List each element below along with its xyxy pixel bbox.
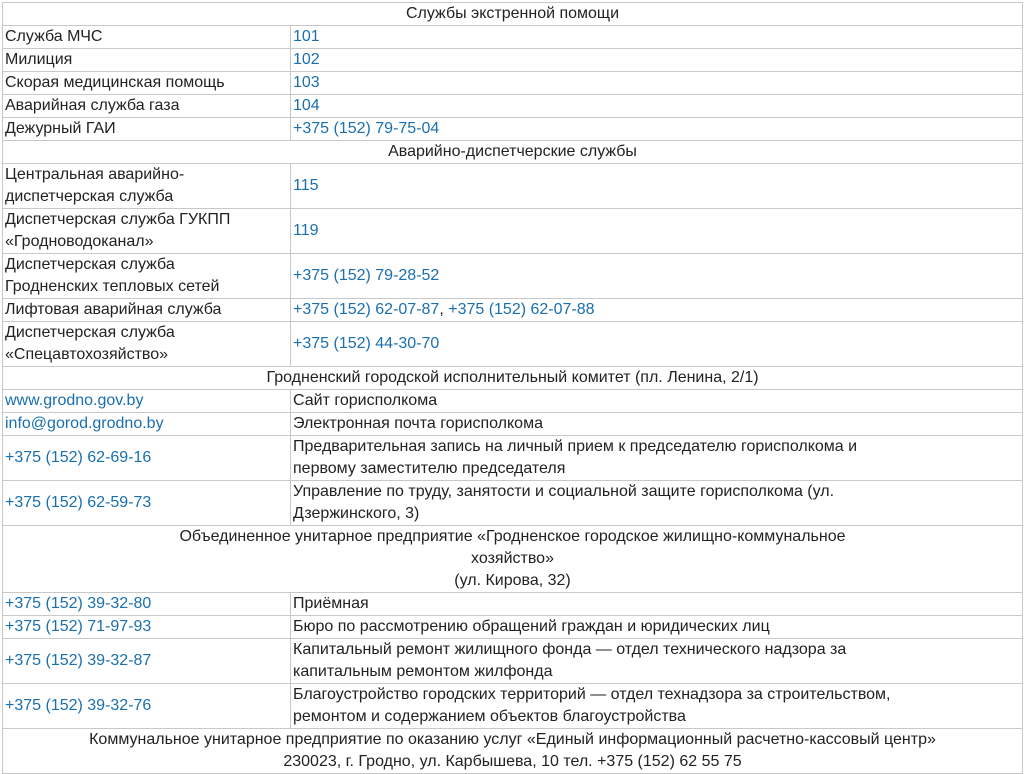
table-row (3, 390, 1023, 413)
contact-description: Бюро по рассмотрению обращений граждан и юридических лиц (291, 616, 1023, 639)
service-name: Диспетчерская служба «Спецавтохозяйство» (3, 322, 291, 367)
service-name: Аварийная служба газа (3, 95, 291, 118)
section-title: Коммунальное унитарное предприятие по оказанию услуг «Единый информационный расчетно-кассовый центр» 230023, г. Гродно, ул. Карбышева, 10 тел. +375 (152) 62 55 75 (3, 729, 1023, 774)
phone-link[interactable]: +375 (152) 62-07-88 (448, 301, 595, 318)
section-header-emergency (3, 3, 1023, 26)
phone-link[interactable]: 103 (293, 74, 320, 91)
phone-link[interactable]: +375 (152) 62-69-16 (5, 449, 152, 466)
table-row (3, 639, 1023, 684)
section-header-eirc (3, 729, 1023, 774)
table-row (3, 254, 1023, 299)
table-row (3, 72, 1023, 95)
table-row (3, 413, 1023, 436)
service-name: Диспетчерская служба Гродненских тепловых сетей (3, 254, 291, 299)
phone-link[interactable]: 101 (293, 28, 320, 45)
contact-description: Приёмная (291, 593, 1023, 616)
phone-link[interactable]: +375 (152) 71-97-93 (5, 618, 152, 635)
phone-link[interactable]: +375 (152) 39-32-80 (5, 595, 152, 612)
table-row (3, 481, 1023, 526)
contact-description: Капитальный ремонт жилищного фонда — отдел технического надзора за капитальным ремонтом жилфонда (291, 639, 1023, 684)
service-name: Центральная аварийно- диспетчерская служба (3, 164, 291, 209)
phone-link[interactable]: 115 (293, 177, 319, 194)
website-link[interactable]: www.grodno.gov.by (5, 392, 144, 409)
section-header-zhkh (3, 526, 1023, 593)
email-link[interactable]: info@gorod.grodno.by (5, 415, 164, 432)
phone-link[interactable]: +375 (152) 79-28-52 (293, 267, 440, 284)
phone-link[interactable]: +375 (152) 62-07-87 (293, 301, 440, 318)
service-name: Скорая медицинская помощь (3, 72, 291, 95)
table-row (3, 49, 1023, 72)
table-row (3, 322, 1023, 367)
service-name: Диспетчерская служба ГУКПП «Гродноводоканал» (3, 209, 291, 254)
table-row (3, 616, 1023, 639)
section-title: Объединенное унитарное предприятие «Гродненское городское жилищно-коммунальное хозяйство» (ул. Кирова, 32) (3, 526, 1023, 593)
phone-link[interactable]: 104 (293, 97, 320, 114)
table-row (3, 26, 1023, 49)
contact-description: Предварительная запись на личный прием к председателю горисполкома и первому заместителю председателя (291, 436, 1023, 481)
phone-link[interactable]: 119 (293, 222, 319, 239)
table-row: Лифтовая аварийная служба +375 (152) 62-07-87, +375 (152) 62-07-88 (3, 299, 1023, 322)
phone-link[interactable]: +375 (152) 79-75-04 (293, 120, 440, 137)
table-row (3, 209, 1023, 254)
contact-description: Электронная почта горисполкома (291, 413, 1023, 436)
service-name: Служба МЧС (3, 26, 291, 49)
section-title: Службы экстренной помощи (3, 3, 1023, 26)
table-row (3, 118, 1023, 141)
phone-link[interactable]: +375 (152) 39-32-87 (5, 652, 152, 669)
table-row (3, 684, 1023, 729)
phone-link[interactable]: +375 (152) 39-32-76 (5, 697, 152, 714)
service-name: Дежурный ГАИ (3, 118, 291, 141)
section-title: Аварийно-диспетчерские службы (3, 141, 1023, 164)
table-row (3, 593, 1023, 616)
table-row (3, 436, 1023, 481)
service-name: Лифтовая аварийная служба (3, 299, 291, 322)
contact-description: Благоустройство городских территорий — отдел технадзора за строительством, ремонтом и содержанием объектов благоустройства (291, 684, 1023, 729)
phone-link[interactable]: 102 (293, 51, 320, 68)
contact-description: Управление по труду, занятости и социальной защите горисполкома (ул. Дзержинского, 3) (291, 481, 1023, 526)
contact-description: Сайт горисполкома (291, 390, 1023, 413)
section-header-gorispolkom (3, 367, 1023, 390)
table-row (3, 164, 1023, 209)
section-header-dispatch (3, 141, 1023, 164)
table-row (3, 95, 1023, 118)
service-name: Милиция (3, 49, 291, 72)
phone-link[interactable]: +375 (152) 44-30-70 (293, 335, 440, 352)
contacts-table (2, 2, 1023, 774)
phone-link[interactable]: +375 (152) 62-59-73 (5, 494, 152, 511)
section-title: Гродненский городской исполнительный комитет (пл. Ленина, 2/1) (3, 367, 1023, 390)
